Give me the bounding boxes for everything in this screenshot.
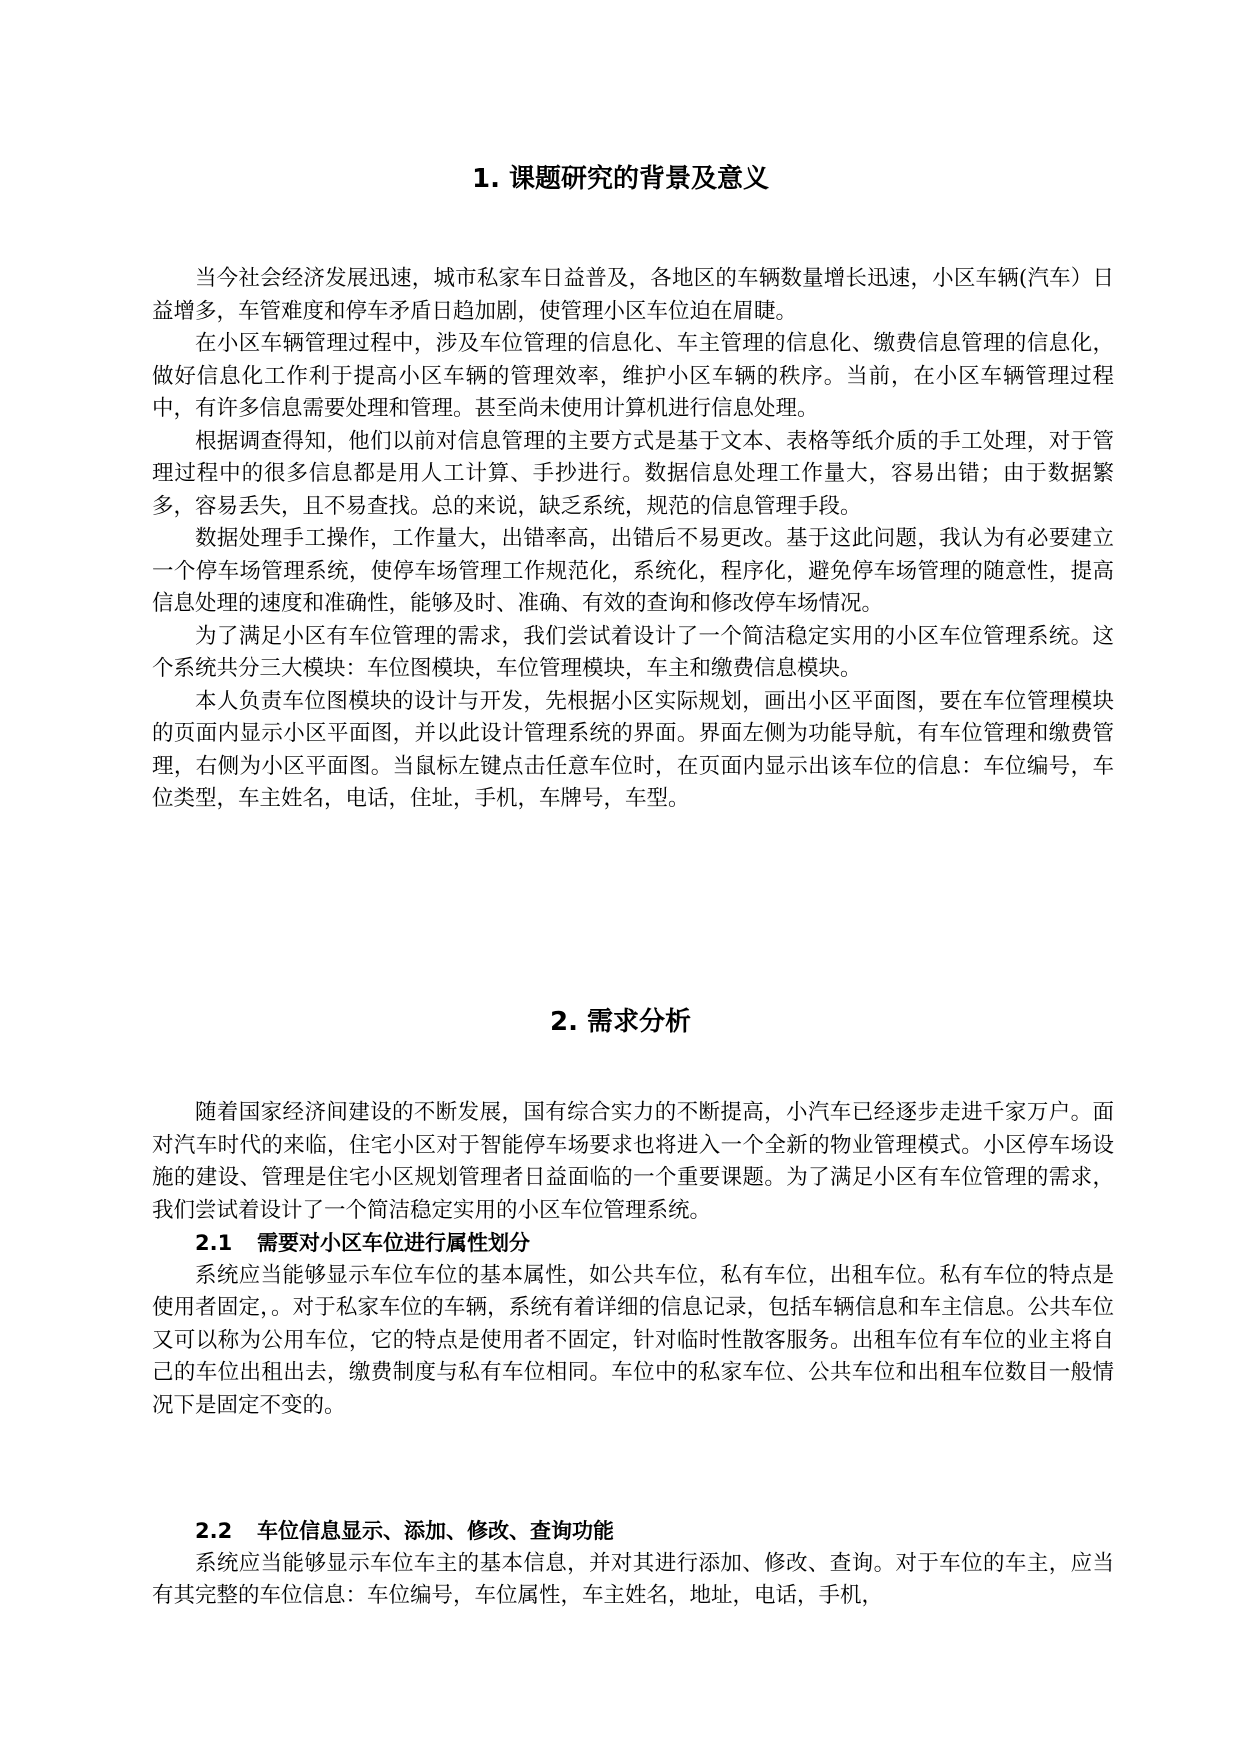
subsection-2-2 <box>152 1515 1114 1613</box>
subsection-2-1-heading <box>152 1227 1114 1260</box>
section-1-body <box>152 263 1114 816</box>
paragraph: 随着国家经济间建设的不断发展，国有综合实力的不断提高，小汽车已经逐步走进千家万户。面对汽车时代的来临，住宅小区对于智能停车场要求也将进入一个全新的物业管理模式。小区停车场设施的建设、管理是住宅小区规划管理者日益面临的一个重要课题。为了满足小区有车位管理的需求，我们尝试着设计了一个简洁稳定实用的小区车位管理系统。 <box>152 1100 1114 1223</box>
paragraph: 在小区车辆管理过程中，涉及车位管理的信息化、车主管理的信息化、缴费信息管理的信息化，做好信息化工作利于提高小区车辆的管理效率，维护小区车辆的秩序。当前，在小区车辆管理过程中，有许多信息需要处理和管理。甚至尚未使用计算机进行信息处理。 <box>152 331 1114 421</box>
section-1-title: 1. 课题研究的背景及意义 <box>471 164 770 194</box>
paragraph: 本人负责车位图模块的设计与开发，先根据小区实际规划，画出小区平面图，要在车位管理模块的页面内显示小区平面图，并以此设计管理系统的界面。界面左侧为功能导航，有车位管理和缴费管理，右侧为小区平面图。当鼠标左键点击任意车位时，在页面内显示出该车位的信息：车位编号，车位类型，车主姓名，电话，住址，手机，车牌号，车型。 <box>152 688 1114 811</box>
paragraph: 系统应当能够显示车位车位的基本属性，如公共车位，私有车位，出租车位。私有车位的特点是使用者固定，。对于私家车位的车辆，系统有着详细的信息记录，包括车辆信息和车主信息。公共车位又可以称为公用车位，它的特点是使用者不固定，针对临时性散客服务。出租车位有车位的业主将自己的车位出租出去，缴费制度与私有车位相同。车位中的私家车位、公共车位和出租车位数目一般情况下是固定不变的。 <box>152 1262 1114 1418</box>
paragraph: 系统应当能够显示车位车主的基本信息，并对其进行添加、修改、查询。对于车位的车主，应当有其完整的车位信息：车位编号，车位属性，车主姓名，地址，电话，手机， <box>152 1550 1114 1608</box>
section-2-title: 2. 需求分析 <box>549 1007 692 1037</box>
subsection-2-2-heading <box>152 1515 1114 1548</box>
paragraph: 为了满足小区有车位管理的需求，我们尝试着设计了一个简洁稳定实用的小区车位管理系统。这个系统共分三大模块：车位图模块，车位管理模块，车主和缴费信息模块。 <box>152 623 1114 681</box>
paragraph: 当今社会经济发展迅速，城市私家车日益普及，各地区的车辆数量增长迅速，小区车辆(汽车）日益增多，车管难度和停车矛盾日趋加剧，使管理小区车位迫在眉睫。 <box>152 266 1114 324</box>
subsection-title: 车位信息显示、添加、修改、查询功能 <box>257 1519 614 1543</box>
subsection-title: 需要对小区车位进行属性划分 <box>257 1231 530 1255</box>
subsection-number: 2.2 <box>195 1519 233 1543</box>
paragraph: 数据处理手工操作，工作量大，出错率高，出错后不易更改。基于这此问题，我认为有必要建立一个停车场管理系统，使停车场管理工作规范化，系统化，程序化，避免停车场管理的随意性，提高信息处理的速度和准确性，能够及时、准确、有效的查询和修改停车场情况。 <box>152 526 1114 616</box>
section-2-body <box>152 1097 1114 1422</box>
subsection-number: 2.1 <box>195 1231 233 1255</box>
paragraph: 根据调查得知，他们以前对信息管理的主要方式是基于文本、表格等纸介质的手工处理，对于管理过程中的很多信息都是用人工计算、手抄进行。数据信息处理工作量大，容易出错；由于数据繁多，容易丢失，且不易查找。总的来说，缺乏系统，规范的信息管理手段。 <box>152 428 1114 519</box>
